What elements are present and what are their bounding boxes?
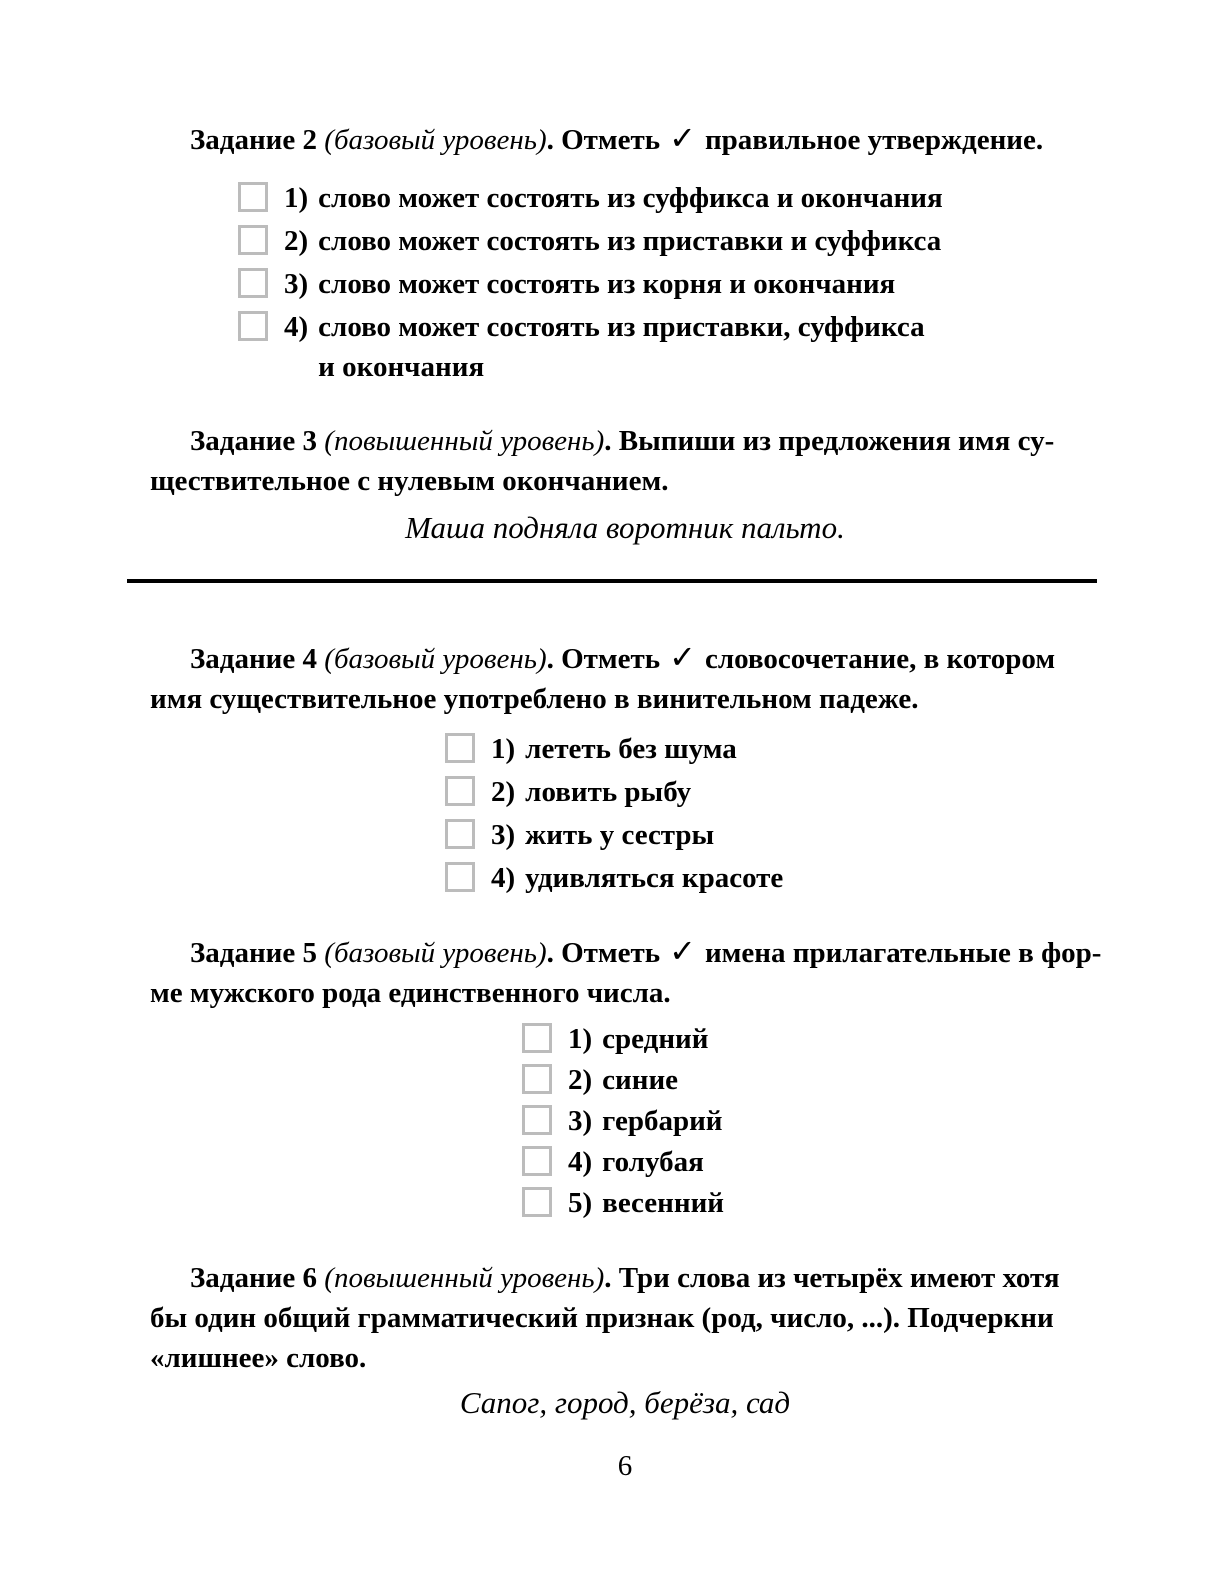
- option-number: 4): [284, 311, 309, 343]
- checkbox[interactable]: [522, 1146, 552, 1176]
- checkbox[interactable]: [445, 862, 475, 892]
- task-3-heading-line1: [150, 421, 1100, 461]
- task-4-heading: [150, 637, 1100, 719]
- option-label: слово может состоять из приставки, суффикса: [318, 311, 925, 343]
- task-4-heading-line1: [150, 637, 1100, 679]
- task-5-title: Задание 5: [190, 937, 318, 969]
- checkbox[interactable]: [522, 1187, 552, 1217]
- option-label: гербарий: [602, 1105, 723, 1137]
- task-5-options: [522, 1019, 1100, 1224]
- option-label: слово может состоять из корня и окончания: [318, 268, 896, 300]
- option-label-wrap: [602, 1019, 708, 1059]
- option-label-wrap: [525, 815, 714, 855]
- task-4-heading-line2: имя существительное употреблено в винительном падеже.: [150, 683, 919, 715]
- task-4-instruction: . Отметь: [546, 643, 661, 675]
- task-5-option-3: [522, 1101, 1100, 1142]
- task-4-options: [445, 729, 1100, 901]
- task-5-option-2: [522, 1060, 1100, 1101]
- task-5-option-4: [522, 1142, 1100, 1183]
- task-2-title: Задание 2: [190, 124, 318, 156]
- task-2-option-1: [238, 178, 1100, 221]
- option-number: 2): [491, 776, 516, 808]
- task-2-heading-line1: [150, 118, 1100, 160]
- checkbox[interactable]: [445, 819, 475, 849]
- page-content: [150, 0, 1100, 1483]
- option-label: удивляться красоте: [525, 862, 784, 894]
- task-3-heading-line2: ществительное с нулевым окончанием.: [150, 465, 669, 497]
- option-label: весенний: [602, 1187, 724, 1219]
- task-5-heading: [150, 931, 1100, 1013]
- option-number: 4): [491, 862, 516, 894]
- task-5-instruction-tail: имена прилагательные в фор-: [704, 937, 1102, 969]
- task-6-example-words: Сапог, город, берёза, сад: [459, 1385, 791, 1420]
- task-3-instruction: . Выпиши из предложения имя су-: [604, 425, 1055, 457]
- task-3-title: Задание 3: [190, 425, 318, 457]
- task-5-instruction: . Отметь: [546, 937, 661, 969]
- task-2-heading: [150, 118, 1100, 160]
- option-number: 4): [568, 1146, 593, 1178]
- option-label-wrap: [525, 772, 691, 812]
- option-number: 1): [284, 182, 309, 214]
- task-2-instruction: . Отметь: [546, 124, 661, 156]
- option-label: голубая: [602, 1146, 704, 1178]
- checkmark-icon: ✓: [669, 932, 696, 970]
- task-5-heading-line1: [150, 931, 1100, 973]
- option-label-wrap: [602, 1183, 724, 1223]
- task-6-heading-line2: бы один общий грамматический признак (род, число, ...). Подчеркни: [150, 1302, 1054, 1334]
- option-number: 3): [568, 1105, 593, 1137]
- checkbox[interactable]: [238, 311, 268, 341]
- option-label-wrap: [525, 858, 783, 898]
- option-label: слово может состоять из суффикса и окончания: [318, 182, 943, 214]
- option-label-line2: и окончания: [318, 351, 485, 383]
- option-label: жить у сестры: [525, 819, 715, 851]
- task-4-option-3: [445, 815, 1100, 858]
- task-6-heading: [150, 1258, 1100, 1378]
- checkbox[interactable]: [238, 225, 268, 255]
- task-2-option-4: [238, 307, 1100, 387]
- task-4-option-4: [445, 858, 1100, 901]
- option-label: ловить рыбу: [525, 776, 692, 808]
- task-2-option-3: [238, 264, 1100, 307]
- task-5-option-1: [522, 1019, 1100, 1060]
- task-3-heading: [150, 421, 1100, 501]
- task-6-title: Задание 6: [190, 1262, 318, 1294]
- task-5-level: (базовый уровень): [324, 937, 547, 969]
- task-2-level: (базовый уровень): [324, 124, 547, 156]
- task-3-level: (повышенный уровень): [324, 425, 605, 457]
- option-label: лететь без шума: [525, 733, 737, 765]
- option-label-wrap: [525, 729, 737, 769]
- option-number: 1): [491, 733, 516, 765]
- task-5-option-5: [522, 1183, 1100, 1224]
- task-4-option-1: [445, 729, 1100, 772]
- task-4-option-2: [445, 772, 1100, 815]
- option-label-wrap: [602, 1101, 722, 1141]
- task-2-option-2: [238, 221, 1100, 264]
- checkbox[interactable]: [445, 776, 475, 806]
- option-label-wrap: [318, 221, 941, 261]
- task-6-heading-line1: [150, 1258, 1100, 1298]
- checkbox[interactable]: [522, 1105, 552, 1135]
- option-label-wrap: [602, 1142, 704, 1182]
- task-2-instruction-tail: правильное утверждение.: [704, 124, 1044, 156]
- checkbox[interactable]: [522, 1023, 552, 1053]
- option-label-wrap: [318, 178, 943, 218]
- task-3-example-sentence: Маша подняла воротник пальто.: [405, 510, 845, 545]
- task-6-heading-line3: «лишнее» слово.: [150, 1342, 367, 1374]
- option-number: 3): [284, 268, 309, 300]
- option-number: 1): [568, 1023, 593, 1055]
- option-label: слово может состоять из приставки и суффикса: [318, 225, 942, 257]
- option-label-wrap: [318, 307, 924, 387]
- option-number: 2): [568, 1064, 593, 1096]
- option-number: 2): [284, 225, 309, 257]
- checkmark-icon: ✓: [669, 119, 696, 157]
- task-6-instruction: . Три слова из четырёх имеют хотя: [604, 1262, 1060, 1294]
- checkbox[interactable]: [445, 733, 475, 763]
- task-4-instruction-tail: словосочетание, в котором: [704, 643, 1056, 675]
- option-label-wrap: [602, 1060, 678, 1100]
- option-label: средний: [602, 1023, 709, 1055]
- checkbox[interactable]: [238, 182, 268, 212]
- checkmark-icon: ✓: [669, 638, 696, 676]
- checkbox[interactable]: [238, 268, 268, 298]
- checkbox[interactable]: [522, 1064, 552, 1094]
- task-4-level: (базовый уровень): [324, 643, 547, 675]
- section-divider: [127, 579, 1097, 583]
- task-6-level: (повышенный уровень): [324, 1262, 605, 1294]
- task-5-heading-line2: ме мужского рода единственного числа.: [150, 977, 671, 1009]
- page-number: 6: [617, 1450, 633, 1482]
- option-label: синие: [602, 1064, 679, 1096]
- option-label-wrap: [318, 264, 895, 304]
- option-number: 5): [568, 1187, 593, 1219]
- task-4-title: Задание 4: [190, 643, 318, 675]
- option-number: 3): [491, 819, 516, 851]
- task-2-options: [238, 178, 1100, 387]
